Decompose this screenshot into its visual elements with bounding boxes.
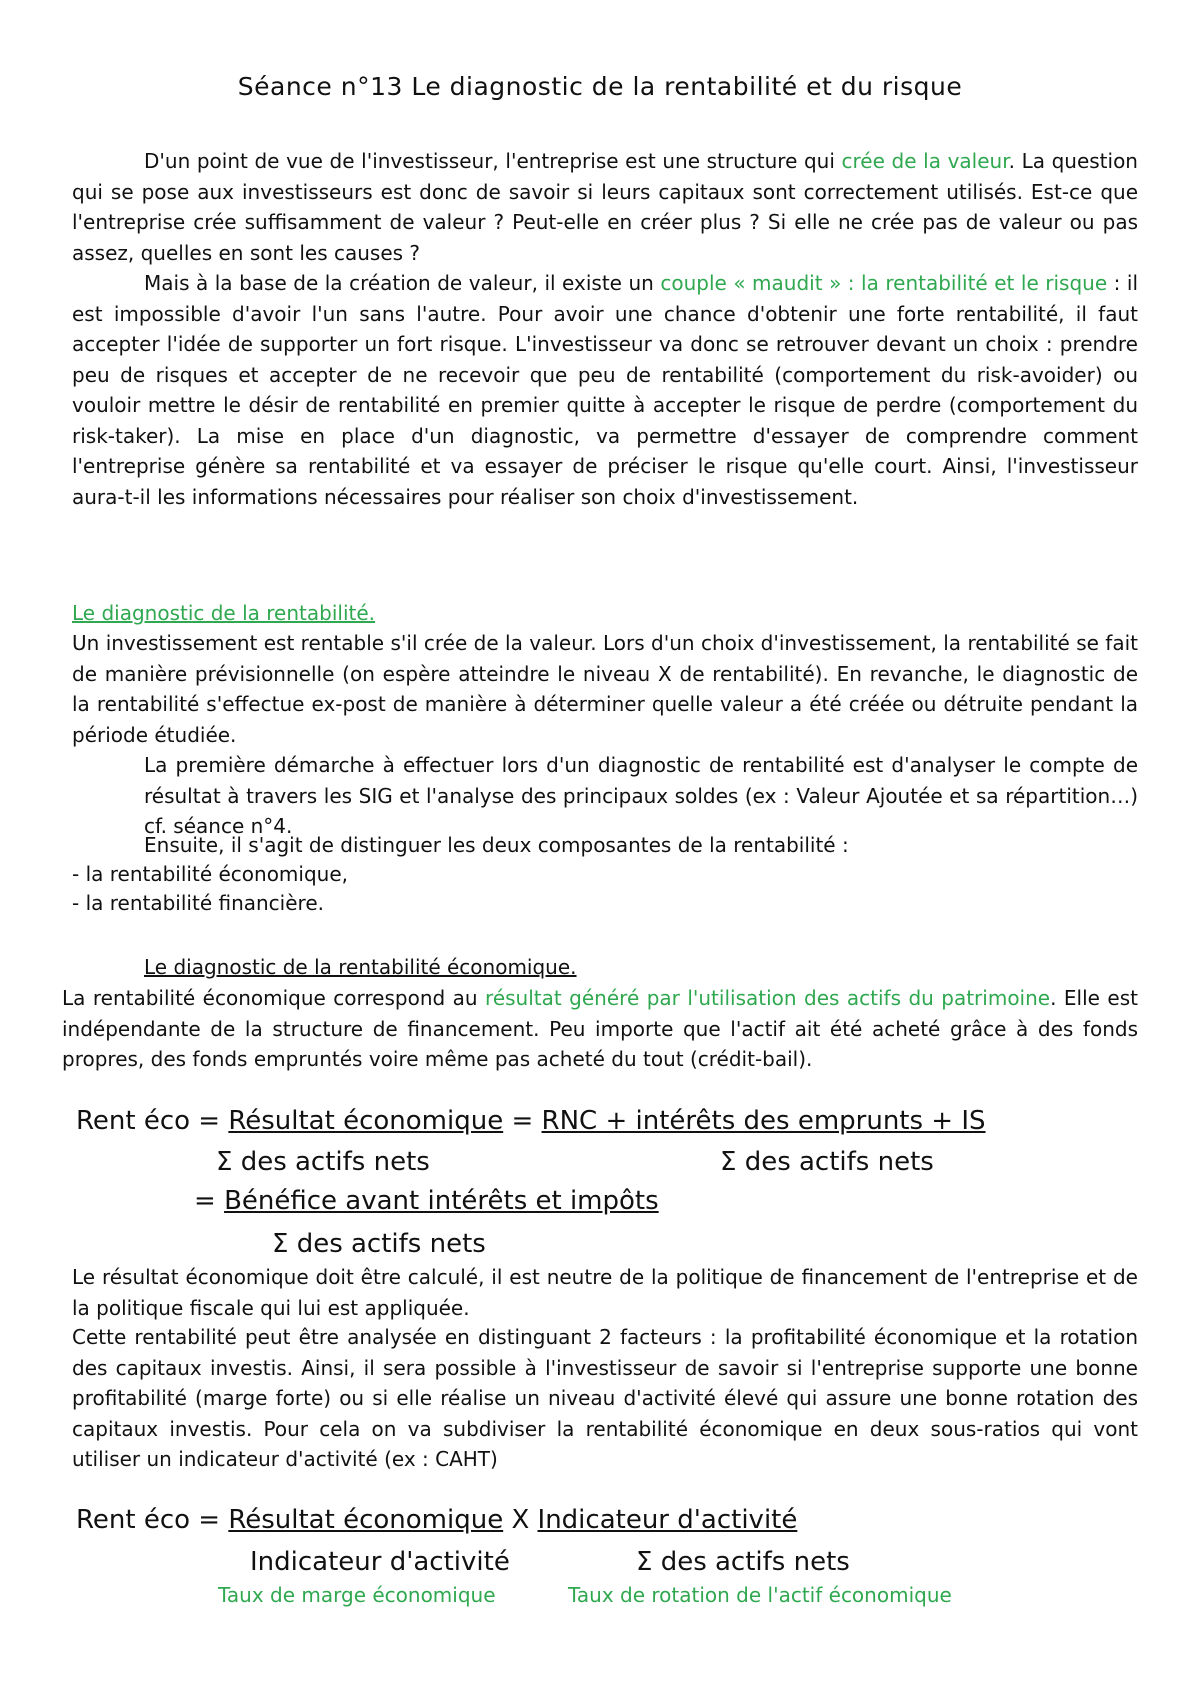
page-title: Séance n°13 Le diagnostic de la rentabilité et du risque xyxy=(237,72,963,101)
formula-1-numerator-3: Bénéfice avant intérêts et impôts xyxy=(224,1186,659,1216)
intro-p2-highlight: couple « maudit » : la rentabilité et le risque xyxy=(660,271,1108,295)
intro-p2-text-a: Mais à la base de la création de valeur, il existe un xyxy=(144,271,661,295)
section2-paragraph-1 xyxy=(62,983,1138,1075)
formula-1-line-1 xyxy=(76,1106,986,1136)
formula-1-numerator-2: RNC + intérêts des emprunts + IS xyxy=(541,1106,986,1136)
intro-p1-text-a: D'un point de vue de l'investisseur, l'entreprise est une structure qui xyxy=(144,149,842,173)
formula-1-denominator-3: Σ des actifs nets xyxy=(272,1229,486,1259)
formula-1-lhs: Rent éco = xyxy=(76,1106,229,1136)
intro-paragraph-2 xyxy=(72,268,1138,512)
formula-2-times: X xyxy=(503,1505,538,1535)
formula-1-equals-2: = xyxy=(503,1106,542,1136)
formula-1-numerator-1: Résultat économique xyxy=(228,1106,504,1136)
intro-p2-text-b: : il est impossible d'avoir l'un sans l'autre. Pour avoir une chance d'obtenir une forte rentabilité, il faut accepter l'idée de supporter un fort risque. L'investisseur va donc se retrouver devant un choix : prendre peu de risques et accepter de ne recevoir que peu de rentabilité (comportement du risk-avoider) ou vouloir mettre le désir de rentabilité en premier quitte à accepter le risque de perdre (comportement du risk-taker). La mise en place d'un diagnostic, va permettre d'essayer de comprendre comment l'entreprise génère sa rentabilité et va essayer de préciser le risque qu'elle court. Ainsi, l'investisseur aura-t-il les informations nécessaires pour réaliser son choix d'investissement. xyxy=(72,271,1139,509)
bullet-rentabilite-financiere: - la rentabilité financière. xyxy=(72,891,324,915)
intro-paragraph-1 xyxy=(72,146,1138,268)
formula-2-line-1 xyxy=(76,1505,797,1535)
section2-paragraph-2: Le résultat économique doit être calculé, il est neutre de la politique de financement de l'entreprise et de la politique fiscale qui lui est appliquée. xyxy=(72,1265,1138,1320)
formula-2-denominator-2: Σ des actifs nets xyxy=(636,1547,850,1577)
section2-p1-text-a: La rentabilité économique correspond au xyxy=(62,986,486,1010)
section2-p1-highlight: résultat généré par l'utilisation des actifs du patrimoine xyxy=(485,986,1051,1010)
formula-1-denominator-1: Σ des actifs nets xyxy=(216,1147,430,1177)
section2-p1-text-b: . Elle est indépendante de la structure de financement. Peu importe que l'actif ait été acheté grâce à des fonds propres, des fonds empruntés voire même pas acheté du tout (crédit-bail). xyxy=(62,986,1138,1071)
formula-2-numerator-1: Résultat économique xyxy=(228,1505,504,1535)
section-heading-rentabilite: Le diagnostic de la rentabilité. xyxy=(72,601,375,625)
section1-paragraph-2: La première démarche à effectuer lors d'un diagnostic de rentabilité est d'analyser le compte de résultat à travers les SIG et l'analyse des principaux soldes (ex : Valeur Ajoutée et sa répartition…) cf. séance n°4. xyxy=(144,753,1138,838)
bullet-rentabilite-economique: - la rentabilité économique, xyxy=(72,862,348,886)
formula-1-line-3 xyxy=(194,1186,659,1216)
formula-2-label-rotation: Taux de rotation de l'actif économique xyxy=(568,1583,952,1607)
section2-paragraph-3: Cette rentabilité peut être analysée en distinguant 2 facteurs : la profitabilité économique et la rotation des capitaux investis. Ainsi, il sera possible à l'investisseur de savoir si l'entreprise supporte une bonne profitabilité (marge forte) ou si elle réalise un niveau d'activité élevé qui assure une bonne rotation des capitaux investis. Pour cela on va subdiviser la rentabilité économique en deux sous-ratios qui vont utiliser un indicateur d'activité (ex : CAHT) xyxy=(72,1325,1138,1471)
formula-2-lhs: Rent éco = xyxy=(76,1505,229,1535)
formula-1-equals-3: = xyxy=(194,1186,225,1216)
formula-2-label-marge: Taux de marge économique xyxy=(218,1583,496,1607)
intro-p1-text-b: . La question qui se pose aux investisseurs est donc de savoir si leurs capitaux sont correctement utilisés. Est-ce que l'entreprise crée suffisamment de valeur ? Peut-elle en créer plus ? Si elle ne crée pas de valeur ou pas assez, quelles en sont les causes ? xyxy=(72,149,1138,265)
section1-paragraph-3: Ensuite, il s'agit de distinguer les deux composantes de la rentabilité : xyxy=(144,833,849,857)
formula-2-denominator-1: Indicateur d'activité xyxy=(250,1547,510,1577)
intro-p1-highlight: crée de la valeur xyxy=(841,149,1009,173)
section1-paragraph-1: Un investissement est rentable s'il crée de la valeur. Lors d'un choix d'investissement, la rentabilité se fait de manière prévisionnelle (on espère atteindre le niveau X de rentabilité). En revanche, le diagnostic de la rentabilité s'effectue ex-post de manière à déterminer quelle valeur a été créée ou détruite pendant la période étudiée. xyxy=(72,631,1138,747)
formula-1-denominator-2: Σ des actifs nets xyxy=(720,1147,934,1177)
section-heading-rentabilite-economique: Le diagnostic de la rentabilité économique. xyxy=(144,955,577,979)
formula-2-numerator-2: Indicateur d'activité xyxy=(537,1505,798,1535)
